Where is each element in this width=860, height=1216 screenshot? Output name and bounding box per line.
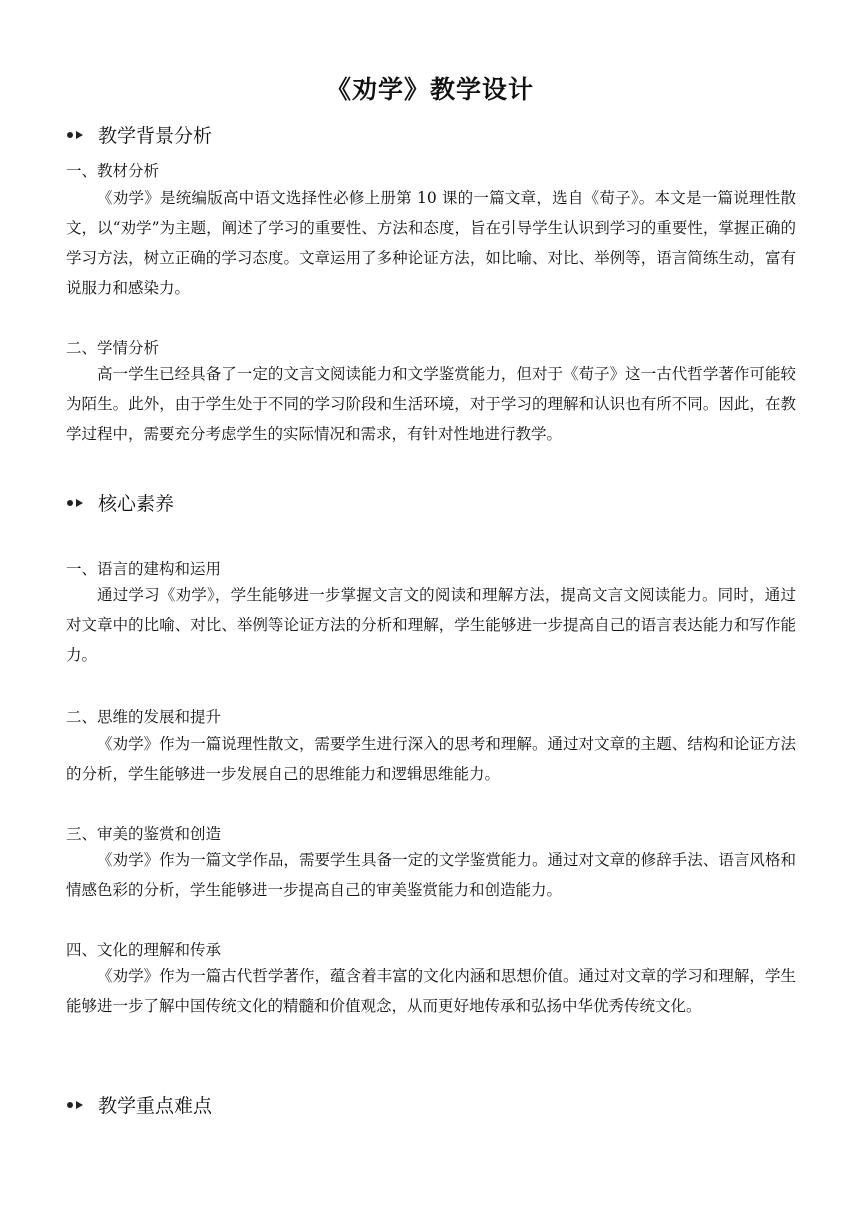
document-title: 《劝学》教学设计: [325, 75, 534, 104]
subsection-title: 一、语言的建构和运用: [66, 560, 222, 578]
arrow-bullet-icon: [66, 130, 86, 140]
subsection-title: 二、思维的发展和提升: [66, 708, 222, 726]
section-heading-text: 核心素养: [98, 493, 175, 515]
arrow-bullet-icon: [66, 1100, 86, 1110]
section-heading-background: [66, 121, 212, 148]
subsection-title: 二、学情分析: [66, 339, 160, 357]
paragraph: 通过学习《劝学》，学生能够进一步掌握文言文的阅读和理解方法，提高文言文阅读能力。同时，通过对文章中的比喻、对比、举例等论证方法的分析和理解，学生能够进一步提高自己的语言表达能力和写作能力。: [66, 586, 796, 664]
section-heading-text: 教学背景分析: [98, 125, 213, 147]
paragraph: 《劝学》作为一篇古代哲学著作，蕴含着丰富的文化内涵和思想价值。通过对文章的学习和理解，学生能够进一步了解中国传统文化的精髓和价值观念，从而更好地传承和弘扬中华优秀传统文化。: [66, 967, 796, 1015]
section-heading-text: 教学重点难点: [98, 1095, 213, 1117]
paragraph: 高一学生已经具备了一定的文言文阅读能力和文学鉴赏能力，但对于《荀子》这一古代哲学著作可能较为陌生。此外，由于学生处于不同的学习阶段和生活环境，对于学习的理解和认识也有所不同。因此，在教学过程中，需要充分考虑学生的实际情况和需求，有针对性地进行教学。: [66, 365, 796, 443]
paragraph: 《劝学》作为一篇说理性散文，需要学生进行深入的思考和理解。通过对文章的主题、结构和论证方法的分析，学生能够进一步发展自己的思维能力和逻辑思维能力。: [66, 735, 796, 783]
subsection-title: 四、文化的理解和传承: [66, 941, 222, 959]
section-heading-core-literacy: [66, 489, 174, 516]
subsection-title: 三、审美的鉴赏和创造: [66, 825, 222, 843]
arrow-bullet-icon: [66, 498, 86, 508]
paragraph: 《劝学》是统编版高中语文选择性必修上册第 10 课的一篇文章，选自《荀子》。本文是一篇说理性散文，以“劝学”为主题，阐述了学习的重要性、方法和态度，旨在引导学生认识到学习的重要性，掌握正确的学习方法，树立正确的学习态度。文章运用了多种论证方法，如比喻、对比、举例等，语言简练生动，富有说服力和感染力。: [66, 189, 796, 297]
section-heading-key-points: [66, 1091, 212, 1118]
paragraph: 《劝学》作为一篇文学作品，需要学生具备一定的文学鉴赏能力。通过对文章的修辞手法、语言风格和情感色彩的分析，学生能够进一步提高自己的审美鉴赏能力和创造能力。: [66, 851, 796, 899]
subsection-title: 一、教材分析: [66, 162, 160, 180]
